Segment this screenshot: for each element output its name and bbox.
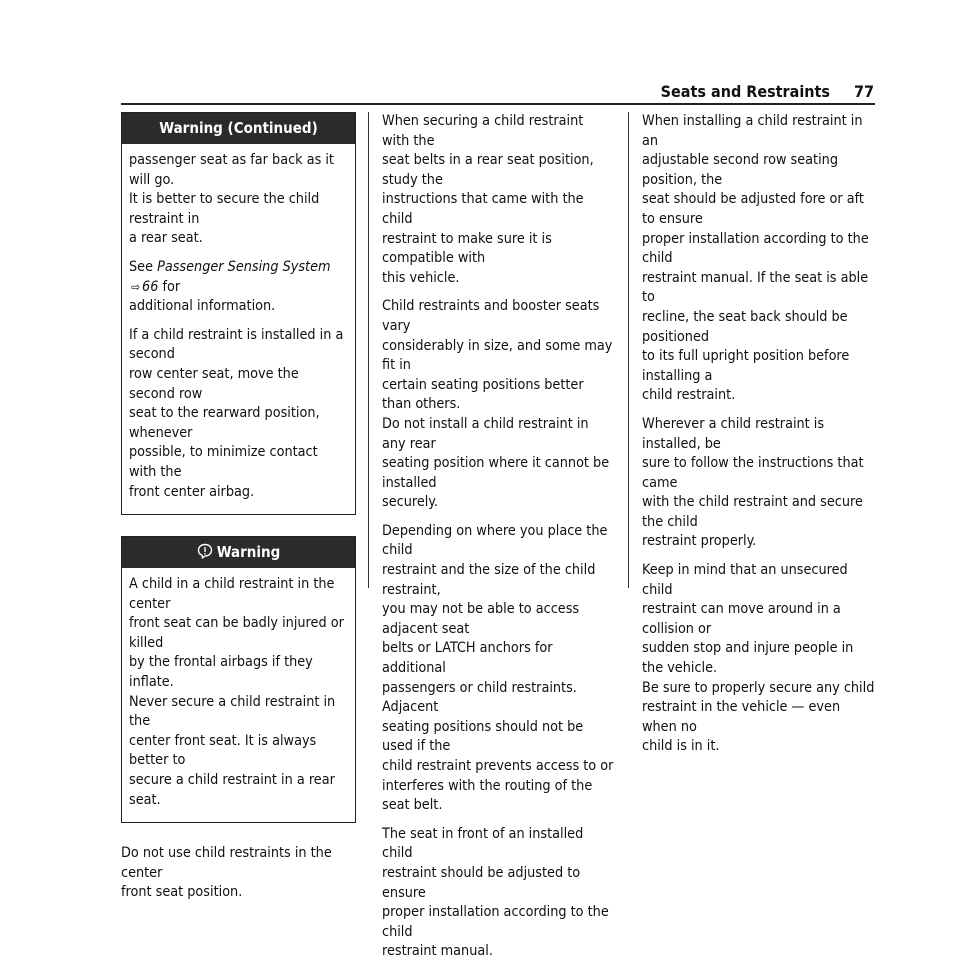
- warning-continued-para-2: [129, 258, 347, 317]
- warning-header: [122, 537, 355, 568]
- cross-reference-link[interactable]: Passenger Sensing System: [157, 258, 331, 275]
- warning-continued-title: Warning (Continued): [122, 113, 355, 144]
- warning-continued-box: [121, 112, 356, 515]
- column-2-para-4: The seat in front of an installed child restraint should be adjusted to ensure proper installation according to the child restraint manual.: [382, 825, 609, 960]
- section-title: Seats and Restraints: [660, 82, 830, 101]
- header-rule: [121, 103, 875, 105]
- column-3-para-3: Keep in mind that an unsecured child restraint can move around in a collision or sudden stop and injure people in the vehicle. Be sure to properly secure any child restraint in the vehicle — even when no child is in it.: [642, 562, 875, 755]
- column-1-paragraph: Do not use child restraints in the center front seat position.: [121, 845, 332, 901]
- column-divider-2: [628, 112, 629, 588]
- column-3-para-2: Wherever a child restraint is installed, be sure to follow the instructions that came with the child restraint and secure the child restraint properly.: [642, 415, 864, 550]
- see-suffix: for additional information.: [129, 278, 276, 315]
- column-1: [121, 112, 356, 912]
- warning-body: [122, 568, 355, 822]
- warning-text: A child in a child restraint in the center front seat can be badly injured or killed by the frontal airbags if they inflate. Never secure a child restraint in the center front seat. It is always better to secure a child restraint in a rear seat.: [129, 576, 344, 808]
- see-prefix: See: [129, 258, 158, 275]
- warning-continued-para-3: If a child restraint is installed in a second row center seat, move the second row seat to the rearward position, whenever possible, to minimize contact with the front center airbag.: [129, 326, 344, 500]
- warning-continued-para-1: passenger seat as far back as it will go. It is better to secure the child restraint in a rear seat.: [129, 152, 334, 247]
- warning-title: Warning: [216, 543, 281, 562]
- page-number: 77: [853, 82, 874, 101]
- column-2-para-2: Child restraints and booster seats vary considerably in size, and some may fit in certain seating positions better than others. Do not install a child restraint in any rear seating position where it cannot be installed securely.: [382, 298, 613, 511]
- warning-continued-body: [122, 144, 355, 514]
- cross-reference-page[interactable]: 66: [142, 278, 159, 295]
- column-2-para-1: When securing a child restraint with the seat belts in a rear seat position, study the instructions that came with the child restraint to make sure it is compatible with this vehicle.: [382, 113, 594, 286]
- warning-icon: [197, 539, 213, 570]
- warning-box: [121, 536, 356, 823]
- column-3-para-1: When installing a child restraint in an adjustable second row seating position, the seat should be adjusted fore or aft to ensure proper installation according to the child restraint manual. If the seat is able to recline, the seat back should be positioned to its full upright position before installing a child restraint.: [642, 113, 869, 404]
- column-2-para-3: Depending on where you place the child restraint and the size of the child restraint, you may not be able to access adjacent seat belts or LATCH anchors for additional passengers or child restraints. Adjacent seating positions should not be used if the child restraint prevents access to or interferes with the routing of the seat belt.: [382, 522, 614, 814]
- column-divider-1: [368, 112, 369, 588]
- column-2: [382, 112, 614, 971]
- page-reference-arrow-icon: ⇨: [131, 279, 141, 294]
- column-3: [642, 112, 877, 766]
